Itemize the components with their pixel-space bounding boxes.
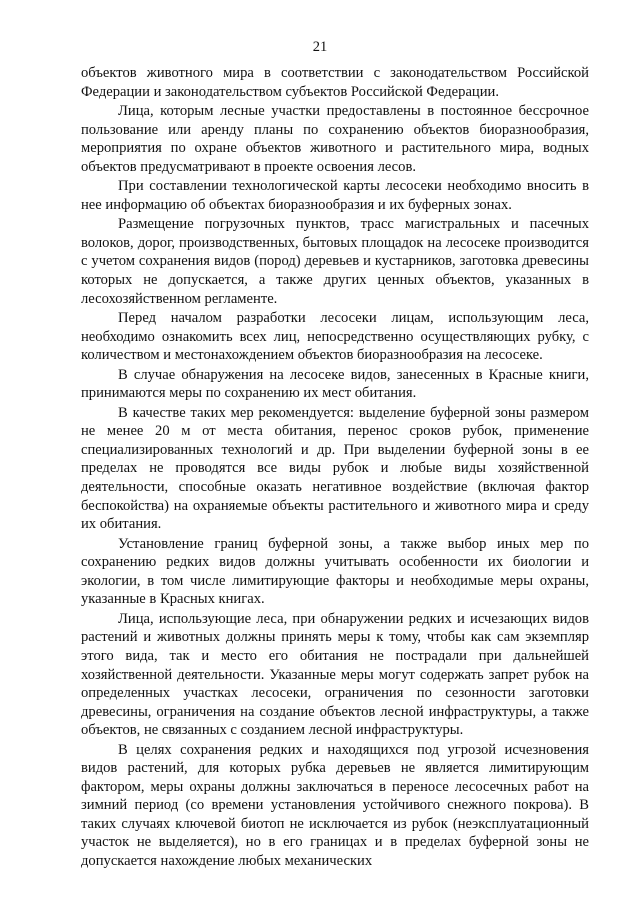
paragraph-1: объектов животного мира в соответствии с законодательством Российской Федерации и законодательством субъектов Российской Федерации. bbox=[81, 65, 589, 100]
paragraph-5: Перед началом разработки лесосеки лицам, использующим леса, необходимо ознакомить всех лиц, непосредственно осуществляющих рубку, с количеством и местонахождением объектов биоразнообразия на лесосеке. bbox=[81, 310, 589, 364]
paragraph-2: Лица, которым лесные участки предоставлены в постоянное бессрочное пользование или аренду планы по сохранению объектов биоразнообразия, мероприятия по охране объектов животного и растительного мира, водных объектов предусматривают в проекте освоения лесов. bbox=[81, 103, 589, 175]
paragraph-7: В качестве таких мер рекомендуется: выделение буферной зоны размером не менее 20 м от места обитания, перенос сроков рубок, применение специализированных технологий и др. При выделении буферной зоны в ее пределах не проводятся все виды рубок и любые виды хозяйственной деятельности, способные оказать негативное воздействие (включая фактор беспокойства) на охраняемые объекты растительного и животного мира и среду их обитания. bbox=[81, 404, 589, 533]
paragraph-10: В целях сохранения редких и находящихся под угрозой исчезновения видов растений, для которых рубка деревьев не является лимитирующим фактором, меры охраны должны заключаться в переносе лесосечных работ на зимний период (со времени установления устойчивого снежного покрова). В таких случаях ключевой биотоп не исключается из рубок (неэксплуатационный участок не выделяется), но в его границах и в пределах буферной зоны не допускается нахождение любых механических bbox=[81, 741, 589, 869]
paragraph-4: Размещение погрузочных пунктов, трасс магистральных и пасечных волоков, дорог, производственных, бытовых площадок на лесосеке производится с учетом сохранения видов (пород) деревьев и кустарников, заготовка древесины которых не допускается, а также других ценных объектов, указанных в лесохозяйственном регламенте. bbox=[81, 216, 589, 307]
paragraph-3: При составлении технологической карты лесосеки необходимо вносить в нее информацию об объектах биоразнообразия и их буферных зонах. bbox=[81, 178, 589, 213]
page-number: 21 bbox=[312, 39, 328, 55]
paragraph-9: Лица, использующие леса, при обнаружении редких и исчезающих видов растений и животных должны принять меры к тому, чтобы как сам экземпляр этого вида, так и место его обитания не пострадали при дальнейшей хозяйственной деятельности. Указанные меры могут содержать запрет рубок на определенных участках лесосеки, ограничения по сезонности заготовки древесины, ограничения на создание объектов лесной инфраструктуры, а также объектов, не связанных с созданием лесной инфраструктуры. bbox=[81, 610, 589, 739]
paragraph-6: В случае обнаружения на лесосеке видов, занесенных в Красные книги, принимаются меры по сохранению их мест обитания. bbox=[81, 366, 589, 402]
paragraph-8: Установление границ буферной зоны, а также выбор иных мер по сохранению редких видов должны учитывать особенности их биологии и экологии, в том числе лимитирующие факторы и необходимые меры охраны, указанные в Красных книгах. bbox=[81, 535, 589, 608]
body-text bbox=[81, 64, 589, 871]
